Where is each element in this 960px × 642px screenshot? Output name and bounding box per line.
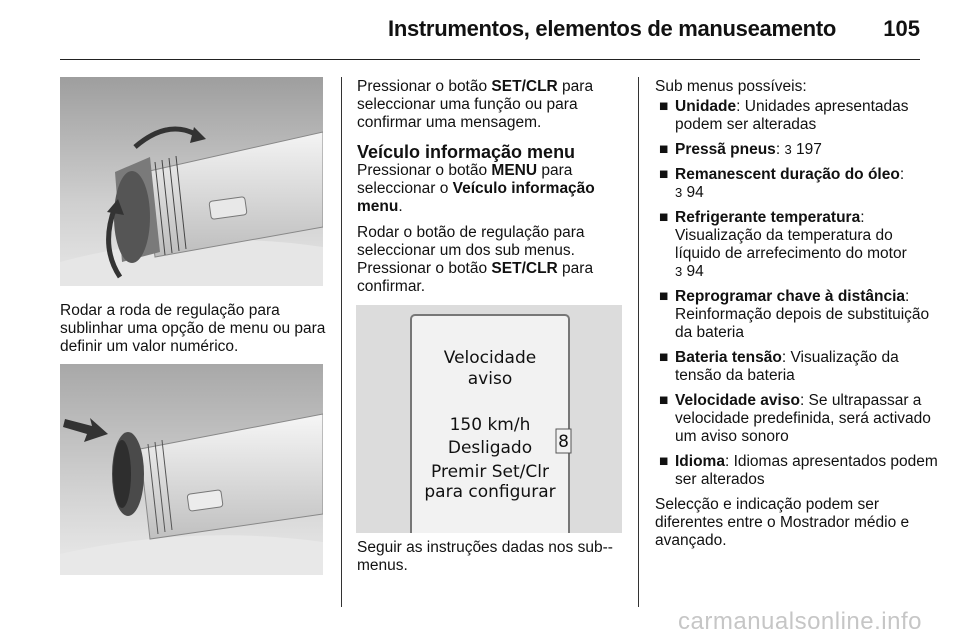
item-text: : — [899, 166, 905, 183]
closing-note: Selecção e indicação podem ser diferentes entre o Mostrador médio e avançado. — [655, 496, 910, 549]
cross-reference-icon: 3 — [675, 264, 683, 279]
item-text: : Visualização da temperatura do líquido de arrefecimento do motor — [675, 209, 907, 262]
display-line-2: aviso — [467, 369, 513, 389]
section-heading: Veículo informação menu — [357, 142, 576, 162]
cross-reference-icon: 3 — [675, 185, 683, 200]
item-text: : Se ultrapassar a velocidade predefinida, será activado um aviso sonoro — [675, 392, 931, 445]
list-item — [655, 288, 940, 342]
item-term: Pressã pneus — [675, 141, 776, 158]
bullet-icon: ■ — [659, 392, 669, 409]
thumbwheel-instruction: Rodar a roda de regulação para sublinhar uma opção de menu ou para definir um valor numérico. — [60, 302, 326, 355]
menu-instruction — [357, 162, 632, 216]
text-run: Pressionar o botão — [357, 260, 492, 277]
item-term: Bateria tensão — [675, 349, 782, 366]
button-name-menu: MENU — [491, 162, 538, 179]
list-item — [655, 141, 940, 159]
figure-number: 8 — [558, 432, 569, 452]
item-term: Velocidade aviso — [675, 392, 800, 409]
page-reference: 94 — [682, 184, 704, 201]
bullet-icon: ■ — [659, 453, 669, 470]
column-divider-left — [341, 77, 342, 607]
cross-reference-icon: 3 — [784, 142, 792, 157]
item-term: Unidade — [675, 98, 737, 115]
follow-instructions: Seguir as instruções dadas nos sub--menus. — [357, 539, 613, 574]
button-name-set-clr: SET/CLR — [491, 78, 558, 95]
item-term: Reprogramar chave à distância — [675, 288, 906, 305]
display-speed: 150 km/h — [449, 415, 531, 435]
bullet-icon: ■ — [659, 98, 669, 115]
middle-column-bottom — [357, 539, 632, 583]
watermark: carmanualsonline.info — [678, 608, 922, 635]
display-illustration — [356, 305, 622, 533]
text-run: Pressionar o botão — [357, 78, 492, 95]
list-item — [655, 349, 940, 385]
submenu-intro: Sub menus possíveis: — [655, 78, 807, 95]
item-text: : Visualização da tensão da bateria — [675, 349, 899, 384]
display-prompt-2: para configurar — [424, 482, 556, 502]
item-term: Refrigerante temperatura — [675, 209, 861, 226]
list-item — [655, 392, 940, 446]
bullet-icon: ■ — [659, 349, 669, 366]
header-rule — [60, 59, 920, 60]
bullet-icon: ■ — [659, 288, 669, 305]
column-divider-right — [638, 77, 639, 607]
submenu-instruction — [357, 224, 632, 296]
display-line-1: Velocidade — [443, 348, 537, 368]
item-text: : Reinformação depois de substituição da bateria — [675, 288, 930, 341]
bullet-icon: ■ — [659, 141, 669, 158]
middle-column — [357, 78, 632, 304]
item-text: : Unidades apresentadas podem ser alteradas — [675, 98, 909, 133]
bullet-icon: ■ — [659, 166, 669, 183]
item-text: : Idiomas apresentados podem ser alterados — [675, 453, 938, 488]
text-run: para seleccionar uma função ou para confirmar uma mensagem. — [357, 78, 594, 131]
page-header-title: Instrumentos, elementos de manuseamento — [388, 16, 836, 41]
text-run: para confirmar. — [357, 260, 594, 295]
bullet-icon: ■ — [659, 209, 669, 226]
item-term: Remanescent duração do óleo — [675, 166, 900, 183]
menu-name: Veículo informação menu — [357, 180, 595, 215]
stalk-illustration-2 — [60, 364, 323, 575]
list-item — [655, 98, 940, 134]
list-item — [655, 166, 940, 202]
figure-display-screen — [356, 305, 622, 533]
set-clr-instruction — [357, 78, 632, 132]
text-run: Rodar o botão de regulação para seleccionar um dos sub menus. — [357, 224, 585, 259]
item-term: Idioma — [675, 453, 725, 470]
left-column — [60, 302, 330, 364]
stalk-illustration-1 — [60, 77, 323, 286]
figure-stalk-set-clr — [60, 364, 323, 575]
right-column — [655, 78, 940, 558]
list-item — [655, 209, 940, 281]
button-name-set-clr: SET/CLR — [491, 260, 558, 277]
figure-stalk-thumbwheel — [60, 77, 323, 286]
item-text: : — [775, 141, 785, 158]
list-item — [655, 453, 940, 489]
page-reference: 197 — [791, 141, 822, 158]
page-number: 105 — [883, 16, 920, 41]
submenu-list — [655, 98, 940, 489]
display-prompt-1: Premir Set/Clr — [431, 462, 549, 482]
text-run: para seleccionar o — [357, 162, 573, 197]
page-reference: 94 — [682, 263, 704, 280]
text-run: Pressionar o botão — [357, 162, 492, 179]
display-state: Desligado — [447, 438, 533, 458]
text-run: . — [398, 198, 403, 215]
